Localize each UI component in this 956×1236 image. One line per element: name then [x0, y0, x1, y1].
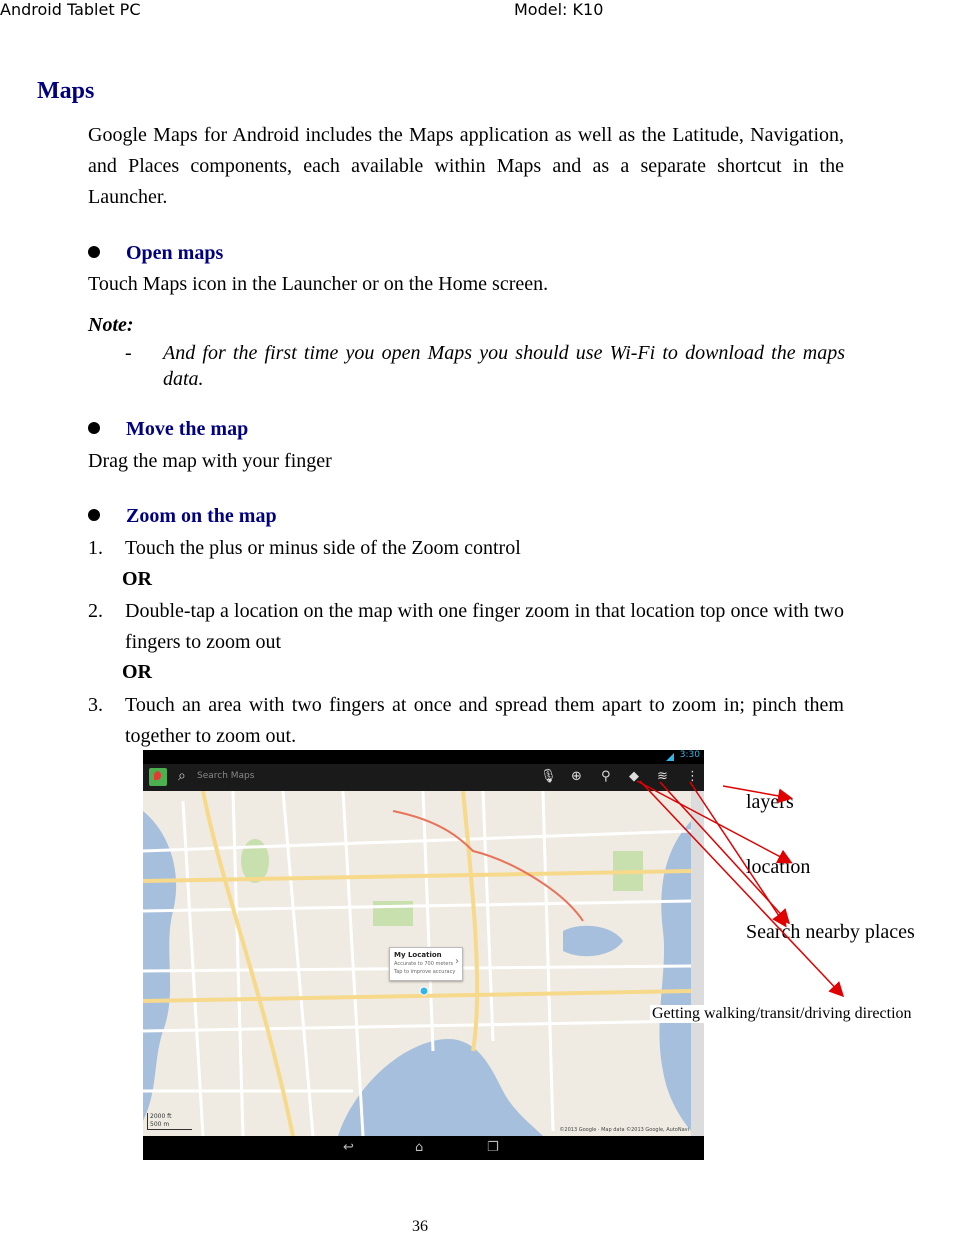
bullet-zoom-map: [88, 505, 277, 528]
map-scale: [147, 1113, 192, 1130]
zoom-item-2: [88, 596, 844, 658]
bullet-open-maps: [88, 242, 223, 265]
map-copyright: ©2013 Google · Map data ©2013 Google, AutoNavi: [559, 1127, 689, 1133]
callout-directions: Getting walking/transit/driving direction: [652, 1005, 912, 1022]
mic-icon[interactable]: 🎙: [540, 769, 557, 784]
maps-screenshot: [143, 750, 704, 1160]
page-number: 36: [412, 1218, 428, 1235]
zoom-item-3: [88, 690, 844, 752]
section-title: Maps: [37, 78, 95, 104]
status-bar: [143, 750, 704, 764]
move-map-text: Drag the map with your finger: [88, 450, 332, 472]
note-dash: -: [125, 342, 132, 364]
search-maps-field[interactable]: Search Maps: [197, 771, 255, 781]
bullet-move-map: [88, 418, 248, 441]
or-separator: OR: [122, 568, 152, 590]
scale-feet: 2000 ft: [150, 1113, 172, 1120]
status-clock: 3:30: [679, 750, 700, 760]
android-nav-bar: [143, 1136, 704, 1160]
callout-location: location: [746, 856, 811, 878]
overflow-menu-icon[interactable]: ⋮: [686, 769, 699, 784]
bullet-dot-icon: [88, 422, 100, 434]
note-text: And for the first time you open Maps you should use Wi-Fi to download the maps data.: [163, 342, 845, 390]
bullet-dot-icon: [88, 509, 100, 521]
move-map-title: Move the map: [126, 418, 249, 440]
signal-icon: [666, 753, 674, 761]
maps-logo-icon[interactable]: [149, 768, 167, 786]
open-maps-title: Open maps: [126, 242, 224, 264]
maps-action-bar: [143, 764, 704, 791]
back-icon[interactable]: ↩: [343, 1140, 354, 1155]
zoom-item-number: 2.: [88, 600, 103, 622]
recent-apps-icon[interactable]: ❐: [487, 1140, 499, 1155]
search-icon[interactable]: ⌕: [178, 768, 186, 784]
my-location-popup[interactable]: [389, 947, 463, 981]
zoom-item-number: 1.: [88, 537, 103, 559]
note-label: Note:: [88, 314, 134, 336]
intro-paragraph: Google Maps for Android includes the Maps application as well as the Latitude, Navigation, and Places components, each available within Maps and as a separate shortcut in the Launcher.: [88, 124, 844, 208]
header-model: Model: K10: [514, 0, 604, 19]
scale-meters: 500 m: [150, 1121, 170, 1128]
popup-improve: Tap to improve accuracy: [394, 969, 456, 975]
places-icon[interactable]: ⚲: [601, 769, 611, 784]
callout-layers: layers: [746, 791, 794, 813]
callout-search-nearby: Search nearby places: [746, 921, 915, 943]
zoom-item-number: 3.: [88, 694, 103, 716]
or-separator: OR: [122, 661, 152, 683]
map-side-strip: [691, 791, 704, 1136]
map-canvas[interactable]: [143, 791, 691, 1136]
zoom-item-text: Touch an area with two fingers at once and spread them apart to zoom in; pinch them together to zoom out.: [125, 694, 844, 747]
chevron-right-icon: ›: [455, 956, 459, 967]
header-product: Android Tablet PC: [0, 0, 141, 19]
directions-icon[interactable]: ◆: [629, 769, 639, 784]
note-item: [125, 340, 845, 392]
layers-icon[interactable]: ≋: [657, 769, 668, 784]
zoom-item-text: Touch the plus or minus side of the Zoom control: [125, 537, 521, 559]
compass-icon[interactable]: ⊕: [571, 769, 582, 784]
home-icon[interactable]: ⌂: [415, 1140, 424, 1155]
zoom-item-1: [88, 533, 844, 564]
zoom-item-text: Double-tap a location on the map with one finger zoom in that location top once with two fingers to zoom out: [125, 600, 844, 653]
open-maps-text: Touch Maps icon in the Launcher or on the Home screen.: [88, 273, 549, 295]
popup-accuracy: Accurate to 700 meters: [394, 961, 454, 967]
popup-title: My Location: [394, 951, 442, 959]
bullet-dot-icon: [88, 246, 100, 258]
zoom-map-title: Zoom on the map: [126, 505, 277, 527]
